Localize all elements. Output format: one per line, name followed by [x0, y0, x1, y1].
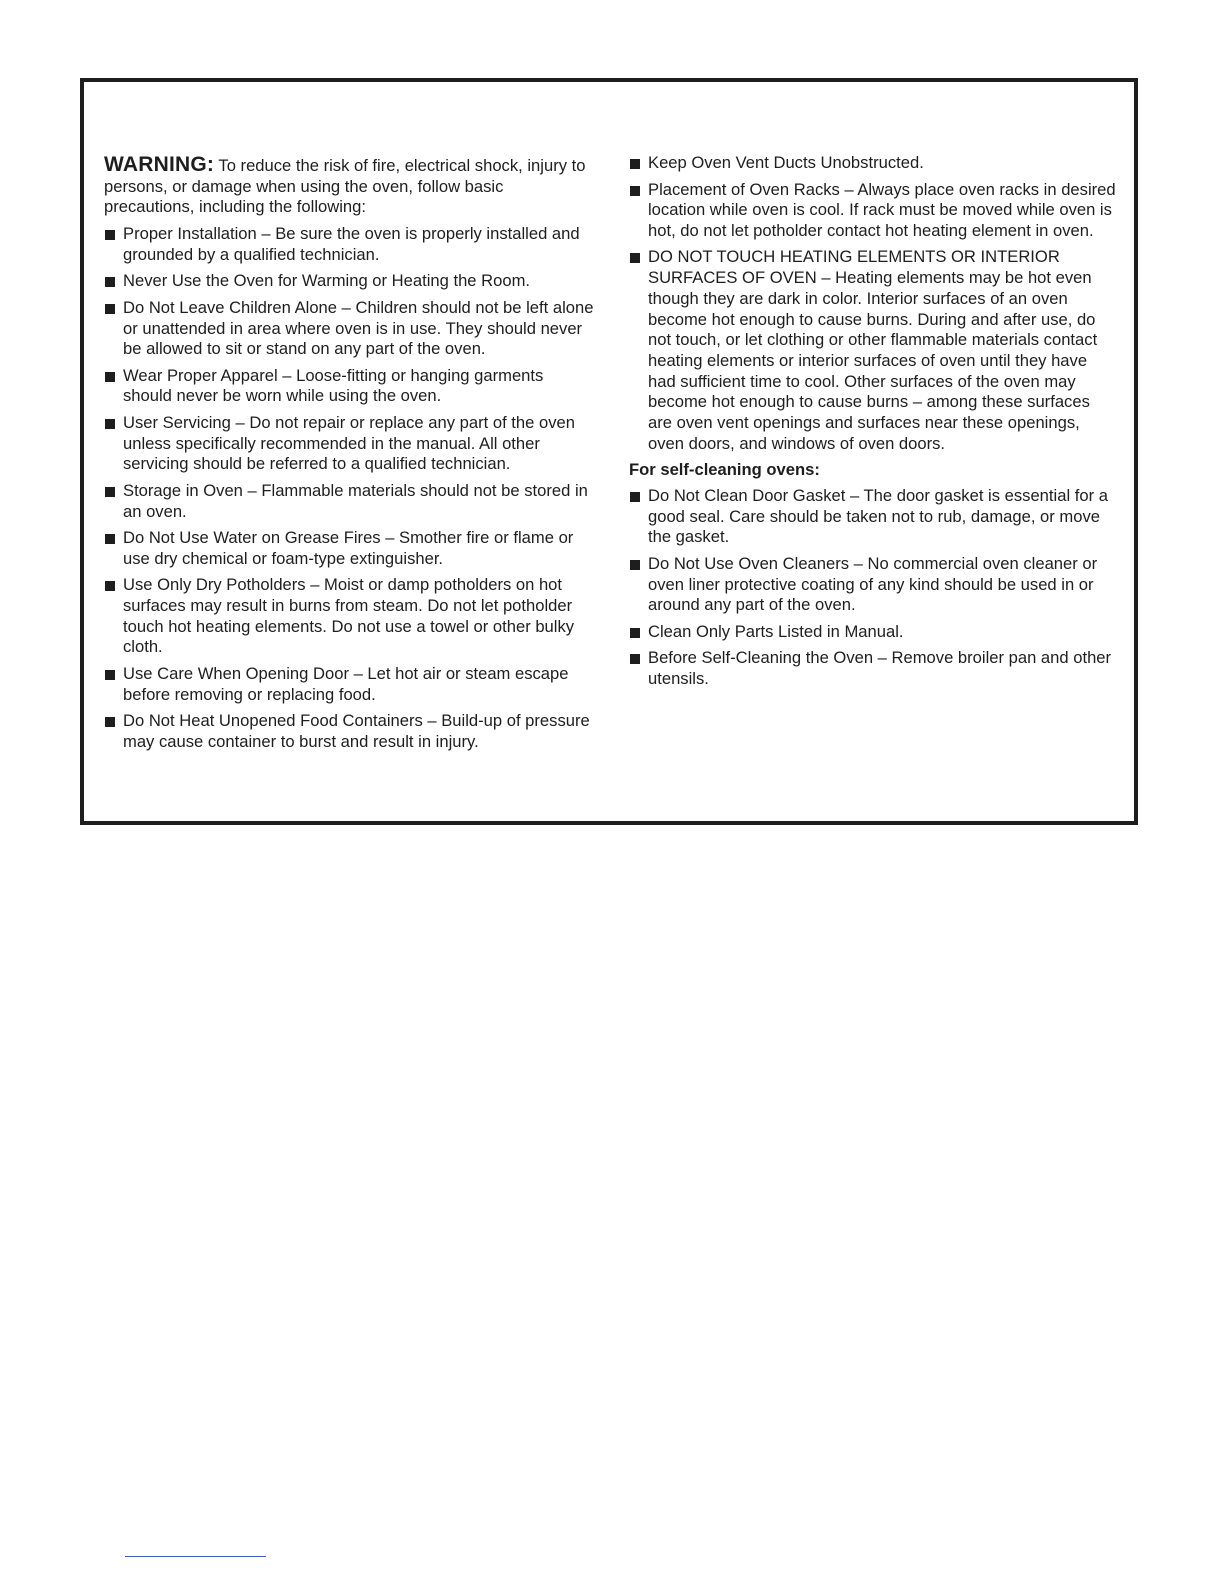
list-item	[104, 298, 594, 360]
list-item-text: Clean Only Parts Listed in Manual.	[648, 621, 904, 641]
warning-left-column	[104, 155, 594, 758]
list-item-text: Placement of Oven Racks – Always place oven racks in desired location while oven is cool. If rack must be moved while oven is hot, do not let potholder contact hot heating element in oven.	[648, 179, 1116, 240]
bullet-square-icon	[105, 230, 115, 240]
list-item	[629, 153, 1117, 174]
bullet-square-icon	[105, 372, 115, 382]
list-item-text: Wear Proper Apparel – Loose-fitting or hanging garments should never be worn while using the oven.	[123, 365, 544, 406]
self-cleaning-heading: For self-cleaning ovens:	[629, 460, 820, 480]
list-item	[104, 528, 594, 569]
list-item	[104, 413, 594, 475]
warning-label: WARNING:	[104, 153, 215, 176]
bullet-square-icon	[630, 186, 640, 196]
list-item	[104, 664, 594, 705]
bullet-square-icon	[105, 277, 115, 287]
safety-list-left	[104, 224, 594, 752]
bullet-square-icon	[105, 534, 115, 544]
list-item-text: Use Care When Opening Door – Let hot air or steam escape before removing or replacing food.	[123, 663, 569, 704]
list-item-text: Do Not Leave Children Alone – Children should not be left alone or unattended in area where oven is in use. They should never be allowed to sit or stand on any part of the oven.	[123, 297, 594, 359]
list-item-text: Never Use the Oven for Warming or Heating the Room.	[123, 271, 531, 291]
warning-intro	[104, 155, 594, 218]
warning-intro-text: To reduce the risk of fire, electrical shock, injury to persons, or damage when using the oven, follow basic precautions, including the following:	[104, 156, 586, 217]
list-item	[104, 271, 594, 292]
bullet-square-icon	[630, 628, 640, 638]
list-item-text: Do Not Clean Door Gasket – The door gasket is essential for a good seal. Care should be taken not to rub, damage, or move the gasket.	[648, 485, 1108, 547]
bullet-square-icon	[105, 670, 115, 680]
list-item-text: Do Not Use Water on Grease Fires – Smother fire or flame or use dry chemical or foam-type extinguisher.	[123, 528, 574, 568]
bullet-square-icon	[630, 654, 640, 664]
list-item-text: Do Not Use Oven Cleaners – No commercial oven cleaner or oven liner protective coating of any kind should be used in or around any part of the oven.	[648, 553, 1098, 615]
footer-divider	[125, 1556, 266, 1557]
safety-list-right	[629, 153, 1117, 454]
list-item	[629, 648, 1117, 689]
list-item-text: Keep Oven Vent Ducts Unobstructed.	[648, 153, 924, 172]
list-item-text: Storage in Oven – Flammable materials should not be stored in an oven.	[123, 480, 588, 521]
list-item	[629, 622, 1117, 643]
list-item	[104, 224, 594, 265]
bullet-square-icon	[105, 581, 115, 591]
bullet-square-icon	[105, 487, 115, 497]
list-item	[629, 554, 1117, 616]
list-item	[104, 575, 594, 658]
list-item	[629, 247, 1117, 454]
warning-right-column	[629, 153, 1117, 695]
list-item-text: DO NOT TOUCH HEATING ELEMENTS OR INTERIOR SURFACES OF OVEN – Heating elements may be hot even though they are dark in color. Interior surfaces of an oven become hot enough to cause burns. During and after use, do not touch, or let clothing or other flammable materials contact heating elements or interior surfaces of oven until they have had sufficient time to cool. Other surfaces of the oven may become hot enough to cause burns – among these surfaces are oven vent openings and surfaces near these openings, oven doors, and windows of oven doors.	[648, 247, 1098, 453]
bullet-square-icon	[630, 492, 640, 502]
bullet-square-icon	[105, 717, 115, 727]
bullet-square-icon	[630, 159, 640, 169]
self-cleaning-list	[629, 486, 1117, 690]
list-item	[104, 481, 594, 522]
bullet-square-icon	[630, 253, 640, 263]
list-item-text: Do Not Heat Unopened Food Containers – Build-up of pressure may cause container to burst and result in injury.	[123, 711, 590, 751]
list-item	[104, 711, 594, 752]
bullet-square-icon	[630, 560, 640, 570]
list-item	[629, 180, 1117, 242]
list-item	[104, 366, 594, 407]
list-item-text: Before Self-Cleaning the Oven – Remove broiler pan and other utensils.	[648, 648, 1112, 688]
bullet-square-icon	[105, 304, 115, 314]
list-item-text: User Servicing – Do not repair or replace any part of the oven unless specifically recommended in the manual. All other servicing should be referred to a qualified technician.	[123, 412, 575, 474]
bullet-square-icon	[105, 419, 115, 429]
list-item-text: Proper Installation – Be sure the oven is properly installed and grounded by a qualified technician.	[123, 224, 580, 264]
warning-box	[80, 78, 1138, 825]
list-item-text: Use Only Dry Potholders – Moist or damp potholders on hot surfaces may result in burns from steam. Do not let potholder touch hot heating elements. Do not use a towel or other bulky cloth.	[123, 575, 575, 657]
list-item	[629, 486, 1117, 548]
